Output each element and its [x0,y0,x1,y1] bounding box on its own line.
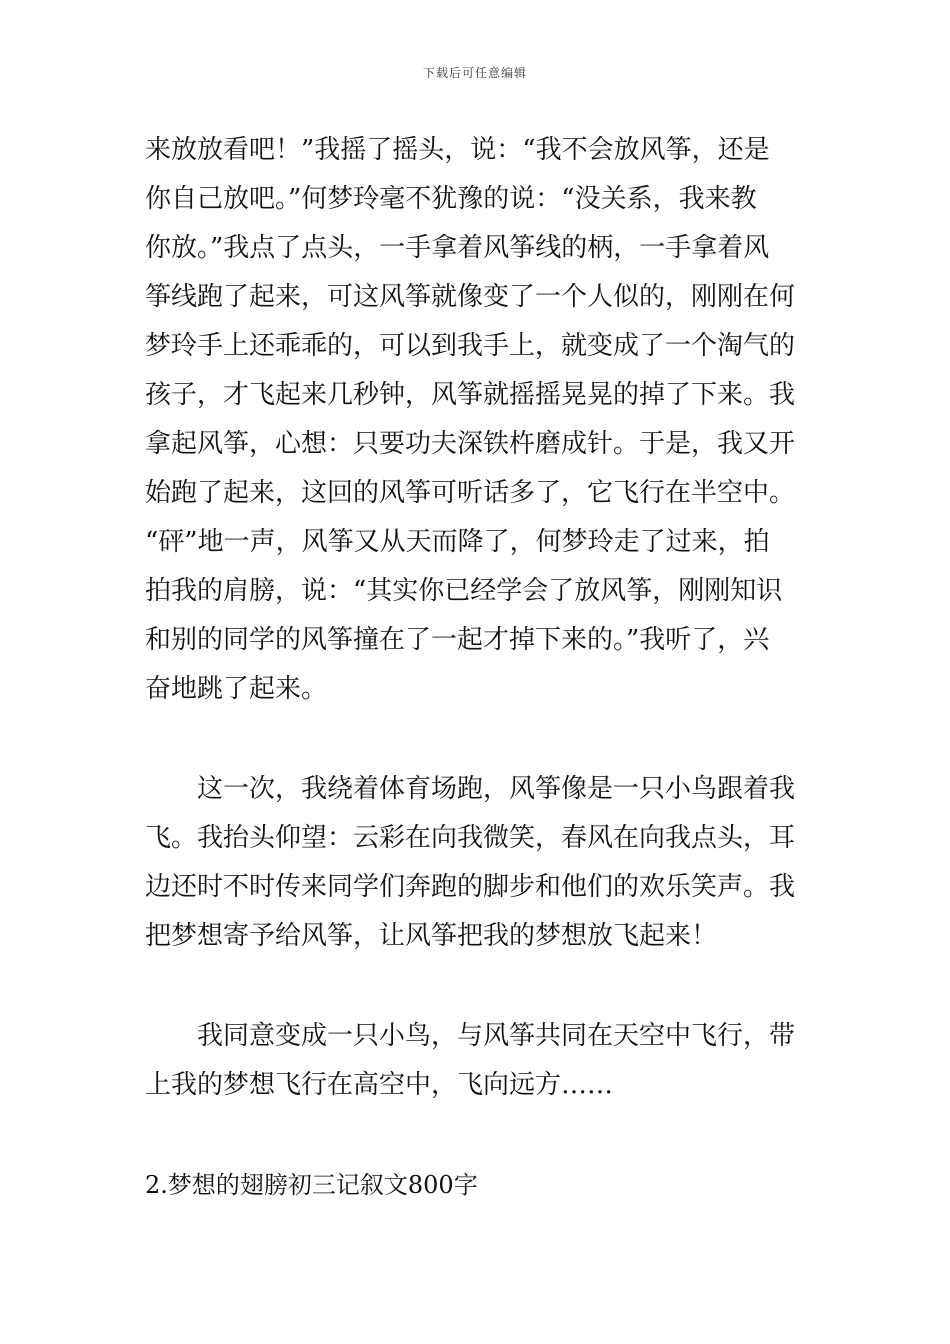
paragraph-spacer [145,961,807,1012]
text-line: 来放放看吧！”我摇了摇头，说：“我不会放风筝，还是 [145,135,770,165]
text-line: 边还时不时传来同学们奔跑的脚步和他们的欢乐笑声。我 [145,872,796,902]
text-line: 拿起风筝，心想：只要功夫深铁杵磨成针。于是，我又开 [145,429,796,459]
text-line: 筝线跑了起来，可这风筝就像变了一个人似的，刚刚在何 [145,282,796,312]
paragraph-2 [145,765,807,961]
text-line: 上我的梦想飞行在高空中，飞向远方…… [145,1070,614,1100]
document-body [145,126,807,1210]
text-line: 和别的同学的风筝撞在了一起才掉下来的。”我听了，兴 [145,625,770,655]
text-line: 我同意变成一只小鸟，与风筝共同在天空中飞行，带 [197,1021,796,1051]
text-line: 把梦想寄予给风筝，让风筝把我的梦想放飞起来！ [145,921,718,951]
paragraph-1 [145,126,807,714]
text-line: 始跑了起来，这回的风筝可听话多了，它飞行在半空中。 [145,478,796,508]
paragraph-3 [145,1012,807,1110]
text-line: 奋地跳了起来。 [145,674,328,704]
paragraph-spacer [145,1110,807,1161]
section-heading: 2.梦想的翅膀初三记叙文800字 [145,1171,478,1199]
text-line: 你放。”我点了点头，一手拿着风筝线的柄，一手拿着风 [145,233,770,263]
text-line: 孩子，才飞起来几秒钟，风筝就摇摇晃晃的掉了下来。我 [145,380,796,410]
text-line: “砰”地一声，风筝又从天而降了，何梦玲走了过来，拍 [145,527,770,557]
paragraph-spacer [145,714,807,765]
text-line: 梦玲手上还乖乖的，可以到我手上，就变成了一个淘气的 [145,331,796,361]
text-line: 拍我的肩膀，说：“其实你已经学会了放风筝，刚刚知识 [145,576,783,606]
text-line: 飞。我抬头仰望：云彩在向我微笑，春风在向我点头，耳 [145,823,796,853]
page-header-note: 下载后可任意编辑 [422,66,527,80]
text-line: 你自己放吧。”何梦玲毫不犹豫的说：“没关系，我来教 [145,184,757,214]
text-line: 这一次，我绕着体育场跑，风筝像是一只小鸟跟着我 [197,774,796,804]
